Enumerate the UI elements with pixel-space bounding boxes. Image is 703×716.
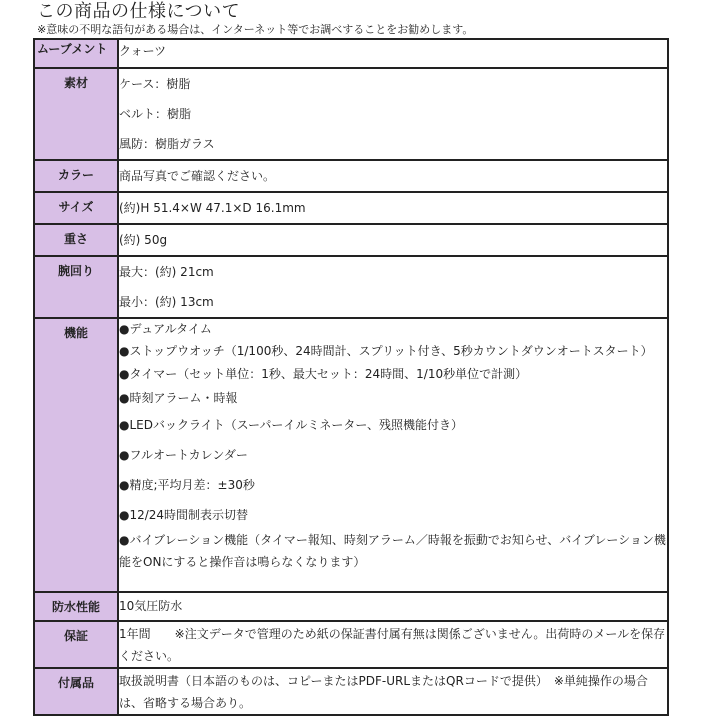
table-row xyxy=(34,160,668,192)
list-item: ●LEDバックライト（スーパーイルミネーター、残照機能付き） xyxy=(119,418,463,432)
value-warranty: 1年間 ※注文データで管理のため紙の保証書付属有無は関係ございません。出荷時のメールを保存ください。 xyxy=(118,621,668,668)
label-weight: 重さ xyxy=(34,224,118,256)
table-row xyxy=(34,256,668,318)
value-movement: クォーツ xyxy=(118,39,668,68)
value-color: 商品写真でご確認ください。 xyxy=(118,160,668,192)
list-item: ●フルオートカレンダー xyxy=(119,448,248,462)
list-item: ●タイマー（セット単位：1秒、最大セット：24時間、1/10秒単位で計測） xyxy=(119,367,528,381)
table-row xyxy=(34,39,668,68)
value-material: ケース：樹脂 ベルト：樹脂 風防：樹脂ガラス xyxy=(118,68,668,160)
list-item: ●バイブレーション機能（タイマー報知、時刻アラーム／時報を振動でお知らせ、バイブレーション機能をONにすると操作音は鳴らなくなります） xyxy=(119,533,666,569)
label-wrist: 腕回り xyxy=(34,256,118,318)
table-row xyxy=(34,224,668,256)
label-water: 防水性能 xyxy=(34,592,118,621)
label-movement: ムーブメント xyxy=(34,39,118,68)
value-accessories: 取扱説明書（日本語のものは、コピーまたはPDF-URLまたはQRコードで提供） ※単純操作の場合は、省略する場合あり。 xyxy=(118,668,668,715)
value-functions xyxy=(118,318,668,592)
value-water: 10気圧防水 xyxy=(118,592,668,621)
list-item: ●12/24時間制表示切替 xyxy=(119,508,249,522)
table-row xyxy=(34,592,668,621)
table-row xyxy=(34,318,668,592)
function-list xyxy=(119,319,667,575)
label-color: カラー xyxy=(34,160,118,192)
table-row xyxy=(34,668,668,715)
table-row xyxy=(34,68,668,160)
value-weight: (約) 50g xyxy=(118,224,668,256)
spec-table xyxy=(33,38,669,716)
list-item: ●精度;平均月差：±30秒 xyxy=(119,478,255,492)
label-functions: 機能 xyxy=(34,318,118,592)
page-title: この商品の仕様について xyxy=(37,1,241,22)
value-size: (約)H 51.4×W 47.1×D 16.1mm xyxy=(118,192,668,224)
label-warranty: 保証 xyxy=(34,621,118,668)
label-size: サイズ xyxy=(34,192,118,224)
table-row xyxy=(34,621,668,668)
table-row xyxy=(34,192,668,224)
label-accessories: 付属品 xyxy=(34,668,118,715)
list-item: ●時刻アラーム・時報 xyxy=(119,391,238,405)
value-wrist: 最大：(約) 21cm 最小：(約) 13cm xyxy=(118,256,668,318)
label-material: 素材 xyxy=(34,68,118,160)
page-note: ※意味の不明な語句がある場合は、インターネット等でお調べすることをお勧めします。 xyxy=(37,23,474,36)
list-item: ●ストップウオッチ（1/100秒、24時間計、スプリット付き、5秒カウントダウンオートスタート） xyxy=(119,343,653,358)
list-item: ●デュアルタイム xyxy=(119,322,212,336)
